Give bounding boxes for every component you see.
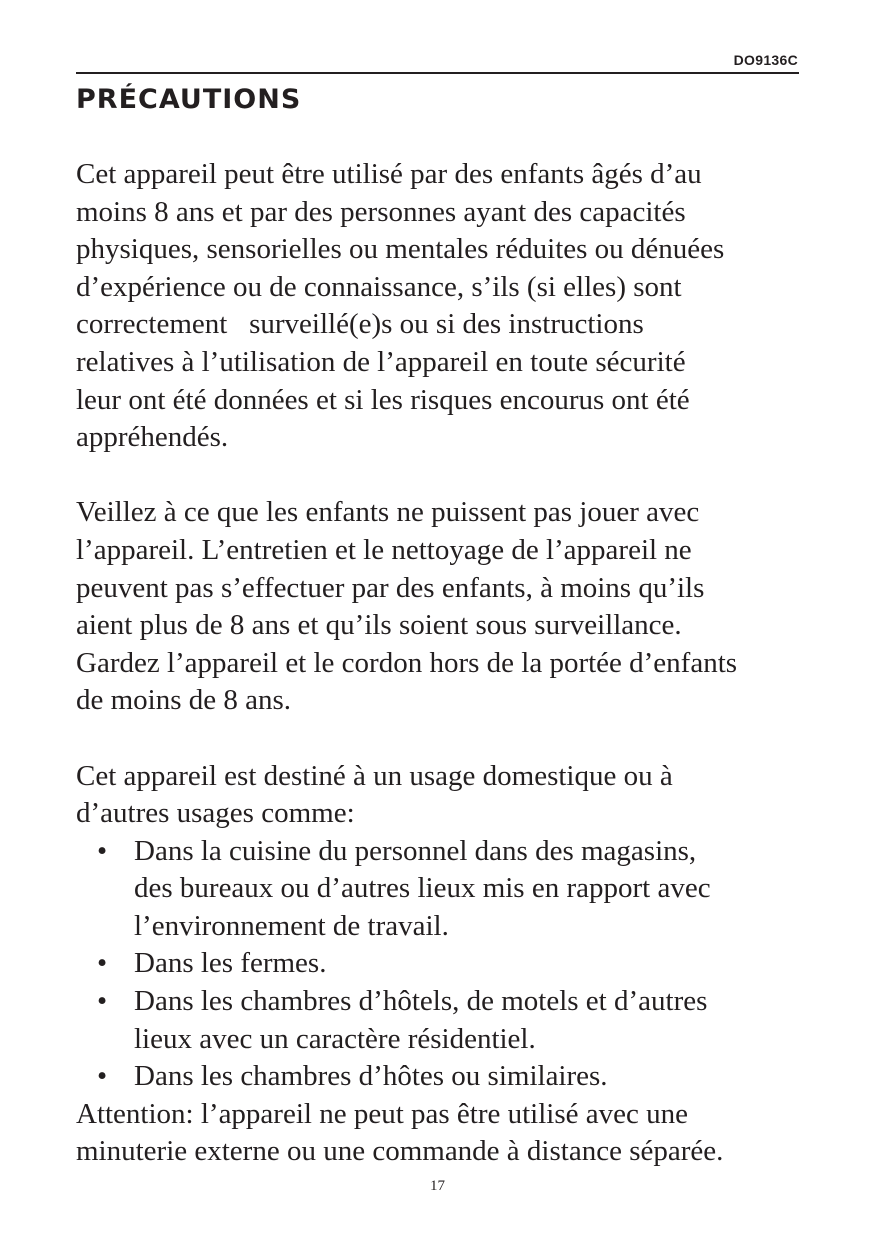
text-line: Cet appareil peut être utilisé par des enfants âgés d’au	[76, 158, 702, 190]
text-line: Dans les chambres d’hôtes ou similaires.	[134, 1060, 608, 1093]
text-line: correctement surveillé(e)s ou si des instructions	[76, 308, 644, 341]
text-line: Gardez l’appareil et le cordon hors de la portée d’enfants	[76, 646, 738, 679]
text-line: des bureaux ou d’autres lieux mis en rapport avec	[134, 872, 711, 905]
text-line: Dans la cuisine du personnel dans des magasins,	[134, 834, 697, 867]
bullet-icon: •	[97, 1060, 108, 1093]
usage-bullet-list	[76, 833, 816, 1096]
text-line: aient plus de 8 ans et qu’ils soient sous surveillance.	[76, 609, 682, 642]
bullet-icon: •	[97, 947, 108, 980]
list-item	[76, 983, 816, 1058]
text-line: appréhendés.	[76, 421, 229, 454]
list-item	[76, 945, 816, 983]
text-line: l’environnement de travail.	[134, 909, 449, 942]
text-line: moins 8 ans et par des personnes ayant des capacités	[76, 195, 686, 228]
precautions-body	[76, 156, 816, 1171]
paragraph-spacer	[76, 457, 816, 495]
text-line: lieux avec un caractère résidentiel.	[134, 1022, 536, 1055]
text-line: Cet appareil est destiné à un usage domestique ou à	[76, 759, 673, 792]
section-title: PRÉCAUTIONS	[76, 84, 302, 115]
text-line: leur ont été données et si les risques encourus ont été	[76, 383, 690, 416]
text-line: l’appareil. L’entretien et le nettoyage de l’appareil ne	[76, 533, 692, 566]
text-line: Dans les fermes.	[134, 947, 327, 980]
paragraph-usage-by-children	[76, 156, 816, 457]
paragraph-spacer	[76, 720, 816, 758]
list-item	[76, 1058, 816, 1096]
text-line: Dans les chambres d’hôtels, de motels et d’autres	[134, 985, 708, 1018]
header-divider	[76, 72, 799, 74]
bullet-icon: •	[97, 985, 108, 1018]
text-line: Attention: l’appareil ne peut pas être utilisé avec une	[76, 1097, 688, 1130]
paragraph-intended-use	[76, 758, 816, 833]
model-code: DO9136C	[733, 52, 798, 68]
page-number: 17	[430, 1178, 445, 1194]
paragraph-children-play	[76, 494, 816, 720]
attention-note	[76, 1096, 816, 1171]
text-line: de moins de 8 ans.	[76, 684, 292, 717]
bullet-icon: •	[97, 834, 108, 867]
text-line: Veillez à ce que les enfants ne puissent pas jouer avec	[76, 496, 700, 529]
text-line: d’autres usages comme:	[76, 797, 355, 830]
text-line: d’expérience ou de connaissance, s’ils (si elles) sont	[76, 270, 682, 303]
text-line: relatives à l’utilisation de l’appareil en toute sécurité	[76, 345, 686, 378]
list-item	[76, 833, 816, 946]
text-line: peuvent pas s’effectuer par des enfants, à moins qu’ils	[76, 571, 705, 604]
text-line: physiques, sensorielles ou mentales réduites ou dénuées	[76, 233, 725, 266]
text-line: minuterie externe ou une commande à distance séparée.	[76, 1135, 724, 1168]
